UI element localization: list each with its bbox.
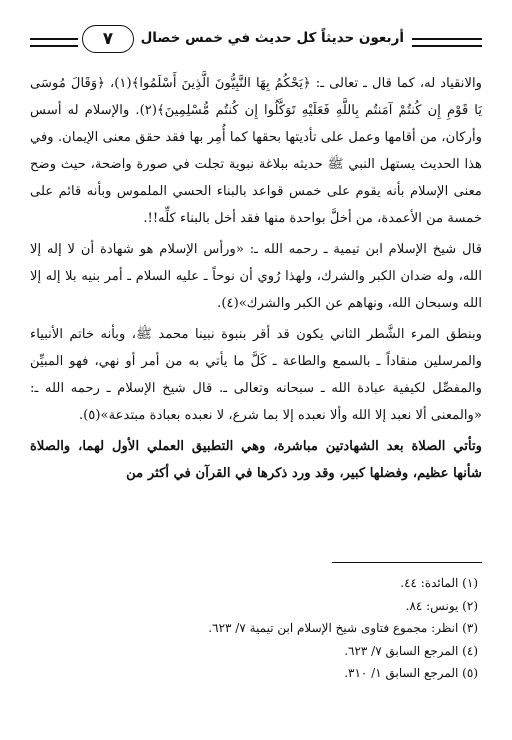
paragraph-3: وبنطق المرء الشَّطر الثاني يكون قد أقر بنبوة نبينا محمد ﷺ، وبأنه خاتم الأنبياء والمرسلين منقاداً ـ بالسمع والطاعة ـ كَلَّ ما يأتي به من أمر أو نهي، فهو المبيِّن والمفصِّل لكيفية عبادة الله ـ سبحانه وتعالى ـ. قال شيخ الإسلام ـ رحمه الله ـ: «والمعنى ألا نعبد إلا الله وألا نعبده إلا بما شرع، لا نعبده بعبادة مبتدعة»(٥). xyxy=(30,327,482,423)
page-number-badge: ٧ xyxy=(82,25,134,53)
footnote-4: (٤) المرجع السابق ٧/ ٦٢٣. xyxy=(344,643,478,658)
paragraph-4: وتأتي الصلاة بعد الشهادتين مباشرة، وهي التطبيق العملي الأول لهما، والصلاة شأنها عظيم، وفضلها كبير، وقد ورد ذكرها في القرآن في أكثر من xyxy=(30,439,482,481)
footnote-2: (٢) يونس: ٨٤. xyxy=(405,598,478,613)
footnote-3: (٣) انظر: مجموع فتاوى شيخ الإسلام ابن تيمية ٧/ ٦٢٣. xyxy=(208,621,478,635)
paragraph-1: والانقياد له، كما قال ـ تعالى ـ: ﴿يَحْكُمُ بِهَا النَّبِيُّونَ الَّذِينَ أَسْلَمُوا﴾(١)، ﴿وَقَالَ مُوسَى يَا قَوْمِ إِن كُنتُمْ آمَنتُم بِاللَّهِ فَعَلَيْهِ تَوَكَّلُوا إِن كُنتُم مُّسْلِمِينَ﴾(٢). والإسلام له أسس وأركان، من أقامها وعمل على تأديتها بحقها كما أُمِر بها فقد حقق معنى الإيمان. وفي هذا الحديث يستهل النبي ﷺ حديثه ببلاغة نبوية تجلت في صورة واضحة، حيث وضح معنى الإسلام بأنه يقوم على خمس قواعد بالبناء الحسي الملموس وبأنه قائم على خمسة من الأعمدة، من أخلَّ بواحدة منها فقد أخل بالبناء كلِّه!!. xyxy=(30,76,483,226)
footnotes xyxy=(30,572,478,685)
main-text xyxy=(30,70,482,491)
page-header xyxy=(30,24,482,58)
header-rule-left xyxy=(30,38,78,47)
running-title: أربعون حديثاً كل حديث في خمس خصال xyxy=(140,30,404,46)
header-rule-right xyxy=(412,38,482,47)
footnote-1: (١) المائدة: ٤٤. xyxy=(400,576,478,590)
footnote-5: (٥) المرجع السابق ١/ ٣١٠. xyxy=(344,666,478,680)
paragraph-2: قال شيخ الإسلام ابن تيمية ـ رحمه الله ـ: «ورأس الإسلام هو شهادة أن لا إله إلا الله، وله ضدان الكبر والشرك، ولهذا رُوي أن نوحاً ـ عليه السلام ـ أمر بنيه بلا إله إلا الله وسبحان الله، ونهاهم عن الكبر والشرك»(٤). xyxy=(30,242,482,311)
footnote-divider xyxy=(332,562,482,563)
